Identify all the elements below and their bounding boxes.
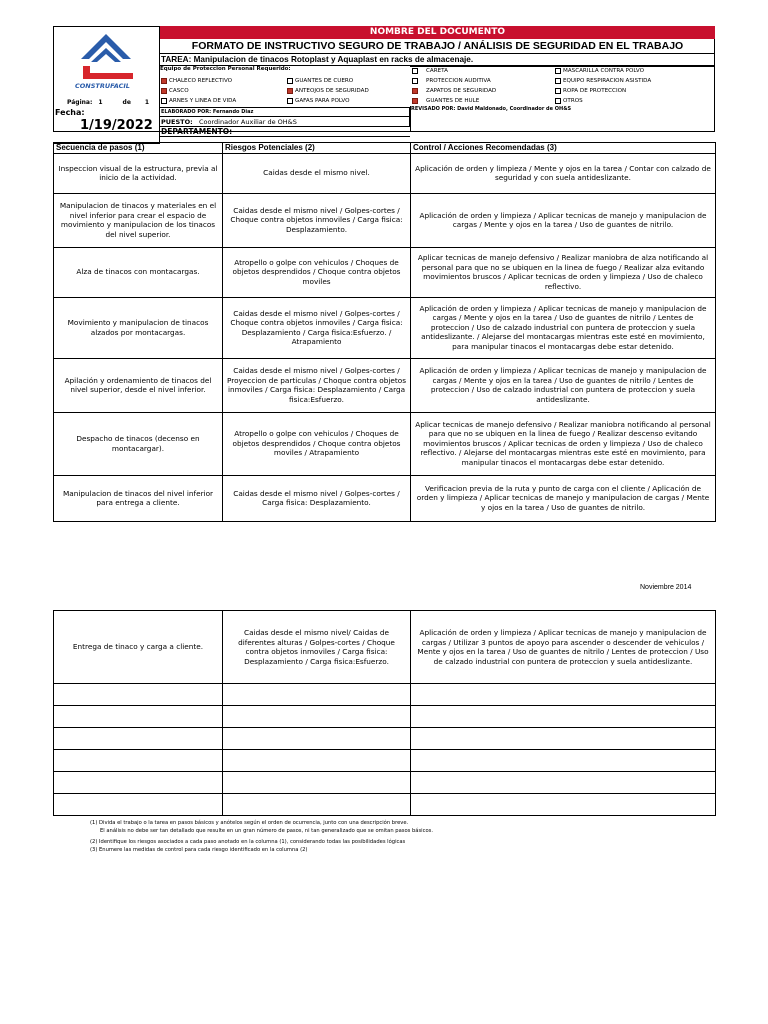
epp-option <box>412 96 496 106</box>
epp-column-4 <box>555 66 651 106</box>
step-cell <box>54 750 223 772</box>
risk-cell: Caidas desde el mismo nivel / Golpes-cortes / Choque contra objetos inmoviles / Carga fisica: Desplazamiento / Carga fisica:Esfuerzo. / Atrapamiento <box>223 297 411 358</box>
fecha-label: Fecha: <box>55 108 85 117</box>
risk-cell: Caidas desde el mismo nivel/ Caidas de diferentes alturas / Golpes-cortes / Choque contra objetos inmoviles / Carga fisica: Desplazamiento / Carga fisica:Esfuerzo. <box>223 611 411 684</box>
epp-option-label: EQUIPO RESPIRACION ASISTIDA <box>563 78 652 84</box>
puesto-label: PUESTO: <box>161 118 193 126</box>
step-cell <box>54 794 223 816</box>
table-row <box>54 728 716 750</box>
unchecked-box-icon[interactable] <box>555 68 561 74</box>
control-cell: Aplicación de orden y limpieza / Aplicar tecnicas de manejo y manipulacion de cargas / Utilizar 3 puntos de apoyo para ascender o descender de vehiculos / Mente y ojos en la tarea / Uso de guantes de nitrilo / Lentes de proteccion / Uso de calzado industrial con puntera de proteccion y suela antideslizante. <box>411 611 716 684</box>
epp-option <box>555 96 651 106</box>
control-cell <box>411 706 716 728</box>
control-cell: Aplicación de orden y limpieza / Aplicar tecnicas de manejo y manipulacion de cargas / Mente y ojos en la tarea / Uso de guantes de nitrilo / Lentes de proteccion / Uso de calzado industrial con puntera de proteccion y suela antideslizante. <box>411 358 716 412</box>
risk-cell: Atropello o golpe con vehiculos / Choques de objetos desprendidos / Choque contra objetos moviles / Atrapamiento <box>223 412 411 475</box>
table-row <box>54 297 716 358</box>
risk-cell: Caidas desde el mismo nivel / Golpes-cortes / Carga fisica: Desplazamiento. <box>223 475 411 521</box>
table-row <box>54 750 716 772</box>
epp-option-label: CHALECO REFLECTIVO <box>169 78 233 84</box>
epp-option <box>161 86 236 96</box>
header-divider <box>410 106 411 132</box>
footnote-3: (3) Enumere las medidas de control para cada riesgo identificado en la columna (2) <box>90 846 308 853</box>
table-row <box>54 611 716 684</box>
control-cell: Verificacion previa de la ruta y punto de carga con el cliente / Aplicación de orden y limpieza / Aplicar tecnicas de manejo y manipulacion de cargas / Mente y ojos en la tarea / Uso de guantes de nitrilo. <box>411 475 716 521</box>
epp-option <box>555 86 651 96</box>
epp-option <box>412 76 496 86</box>
table-body <box>54 153 716 521</box>
footnote-1 <box>90 820 433 828</box>
page-label: Página: <box>67 98 93 106</box>
epp-option-label: CASCO <box>169 88 189 94</box>
epp-option-label: GUANTES DE HULE <box>426 98 480 104</box>
unchecked-box-icon[interactable] <box>287 98 293 104</box>
control-cell: Aplicación de orden y limpieza / Aplicar tecnicas de manejo y manipulacion de cargas / Mente y ojos en la tarea / Uso de guantes de nitrilo. <box>411 193 716 247</box>
epp-option-label: ROPA DE PROTECCION <box>563 88 627 94</box>
table-row <box>54 706 716 728</box>
epp-option <box>161 96 236 106</box>
epp-option <box>161 76 236 86</box>
footnote-1-text: Divida el trabajo o la tarea en pasos básicos y anótelos según el orden de ocurrencia, junto con una descripción breve. <box>99 820 409 826</box>
epp-option-label: ANTEOJOS DE SEGURIDAD <box>295 88 369 94</box>
jsa-table-continued <box>53 610 716 816</box>
step-cell: Inspeccion visual de la estructura, previa al inicio de la actividad. <box>54 153 223 193</box>
step-cell <box>54 706 223 728</box>
checked-box-icon[interactable] <box>412 98 418 104</box>
risk-cell <box>223 794 411 816</box>
puesto-value: Coordinador Auxiliar de OH&S <box>199 118 297 126</box>
epp-option-label: ARNES Y LINEA DE VIDA <box>169 98 237 104</box>
control-cell: Aplicación de orden y limpieza / Mente y ojos en la tarea / Contar con calzado de seguridad y con suela antideslizante. <box>411 153 716 193</box>
table-row <box>54 153 716 193</box>
table-row <box>54 247 716 297</box>
step-cell: Despacho de tinacos (decenso en montacargar). <box>54 412 223 475</box>
table-body-continued <box>54 611 716 816</box>
epp-option <box>555 76 651 86</box>
epp-option <box>412 86 496 96</box>
control-cell: Aplicar tecnicas de manejo defensivo / Realizar maniobra de alza notificando al personal para que no se ubiquen en la linea de fuego / Realizar alza evitando movimientos bruscos / Aplicar tecnicas de orden y limpieza / Uso de chaleco reflectivo. <box>411 247 716 297</box>
table-row <box>54 193 716 247</box>
page-counter <box>53 96 160 108</box>
unchecked-box-icon[interactable] <box>555 98 561 104</box>
control-cell <box>411 728 716 750</box>
logo-text: CONSTRUFACIL <box>75 82 130 90</box>
unchecked-box-icon[interactable] <box>287 78 293 84</box>
revisado-por: REVISADO POR: David Maldonado, Coordinador de OH&S <box>411 106 572 112</box>
header-riesgos: Riesgos Potenciales (2) <box>223 143 411 154</box>
table-row <box>54 475 716 521</box>
table-row <box>54 684 716 706</box>
fecha-value: 1/19/2022 <box>80 118 153 133</box>
header-pasos: Secuencia de pasos (1) <box>54 143 223 154</box>
table-row <box>54 794 716 816</box>
table-row <box>54 358 716 412</box>
header-control: Control / Acciones Recomendadas (3) <box>411 143 716 154</box>
step-cell: Apilación y ordenamiento de tinacos del nivel superior, desde el nivel inferior. <box>54 358 223 412</box>
epp-option <box>412 66 496 76</box>
step-cell <box>54 772 223 794</box>
epp-option-label: ZAPATOS DE SEGURIDAD <box>426 88 497 94</box>
step-cell <box>54 728 223 750</box>
epp-option-label: CARETA <box>426 68 448 74</box>
page-of-label: de <box>122 98 131 106</box>
epp-option-label: GUANTES DE CUERO <box>295 78 354 84</box>
risk-cell: Caidas desde el mismo nivel / Golpes-cortes / Proyeccion de particulas / Choque contra objetos inmoviles / Carga fisica: Desplazamiento / Carga fisica:Esfuerzo. <box>223 358 411 412</box>
jsa-table <box>53 142 716 522</box>
epp-option <box>287 76 369 86</box>
step-cell: Manipulacion de tinacos del nivel inferior para entrega a cliente. <box>54 475 223 521</box>
unchecked-box-icon[interactable] <box>161 98 167 104</box>
epp-column-2 <box>287 76 369 106</box>
control-cell <box>411 794 716 816</box>
epp-label: Equipo de Proteccion Personal Requerido: <box>160 66 291 72</box>
footnotes <box>90 820 433 854</box>
table-row <box>54 412 716 475</box>
checked-box-icon[interactable] <box>161 88 167 94</box>
epp-option <box>287 96 369 106</box>
page-number: 1 <box>98 98 103 106</box>
revision-month: Noviembre 2014 <box>640 584 692 591</box>
control-cell <box>411 750 716 772</box>
footnote-1b: El análisis no debe ser tan detallado que resulte en un gran número de pasos, ni tan generalizado que se omitan pasos básicos. <box>100 827 433 834</box>
epp-column-1 <box>161 76 236 106</box>
epp-option-label: OTROS <box>563 98 583 104</box>
step-cell: Entrega de tinaco y carga a cliente. <box>54 611 223 684</box>
table-header-row <box>54 143 716 154</box>
checked-box-icon[interactable] <box>161 78 167 84</box>
epp-option-label: GAFAS PARA POLVO <box>295 98 350 104</box>
logo-cell <box>53 26 160 96</box>
control-cell <box>411 684 716 706</box>
unchecked-box-icon[interactable] <box>412 68 418 74</box>
departamento-label: DEPARTAMENTO: <box>160 127 410 137</box>
checked-box-icon[interactable] <box>287 88 293 94</box>
step-cell: Movimiento y manipulacion de tinacos alzados por montacargas. <box>54 297 223 358</box>
task-title: TAREA: Manipulacion de tinacos Rotoplast y Aquaplast en racks de almacenaje. <box>160 54 715 66</box>
step-cell: Alza de tinacos con montacargas. <box>54 247 223 297</box>
control-cell <box>411 772 716 794</box>
form-title: FORMATO DE INSTRUCTIVO SEGURO DE TRABAJO / ANÁLISIS DE SEGURIDAD EN EL TRABAJO <box>160 39 715 54</box>
risk-cell <box>223 684 411 706</box>
control-cell: Aplicar tecnicas de manejo defensivo / Realizar maniobra notificando al personal para que no se ubiquen en la linea de fuego / Realizar descenso evitando movimientos bruscos / Aplicar tecnicas de orden y limpieza / Uso de chaleco reflectivo. / Alejarse del montacargas mientras este esté en movimiento, para manipular tinacos el montacargas debe estar detenido. <box>411 412 716 475</box>
risk-cell <box>223 706 411 728</box>
page-total: 1 <box>144 98 150 106</box>
document-name-bar: NOMBRE DEL DOCUMENTO <box>160 26 715 39</box>
epp-option <box>287 86 369 96</box>
epp-column-3 <box>412 66 496 106</box>
table-row <box>54 772 716 794</box>
checked-box-icon[interactable] <box>412 88 418 94</box>
control-cell: Aplicación de orden y limpieza / Aplicar tecnicas de manejo y manipulacion de cargas / Mente y ojos en la tarea / Uso de guantes de nitrilo / Lentes de proteccion / Uso de calzado industrial con puntera de proteccion y suela antideslizante. / Alejarse del montacargas mientras este esté en movimiento, para manipular tinacos el montacargas debe estar detenido. <box>411 297 716 358</box>
risk-cell: Caidas desde el mismo nivel / Golpes-cortes / Choque contra objetos inmoviles / Carga fisica: Desplazamiento. <box>223 193 411 247</box>
epp-option-label: MASCARILLA CONTRA POLVO <box>563 68 645 74</box>
elaborado-por: ELABORADO POR: Fernando Diaz <box>160 107 410 117</box>
puesto-row <box>160 117 410 127</box>
unchecked-box-icon[interactable] <box>555 88 561 94</box>
epp-divider <box>410 66 715 67</box>
risk-cell <box>223 750 411 772</box>
epp-option <box>555 66 651 76</box>
risk-cell: Caidas desde el mismo nivel. <box>223 153 411 193</box>
unchecked-box-icon[interactable] <box>412 78 418 84</box>
unchecked-box-icon[interactable] <box>555 78 561 84</box>
epp-option-label: PROTECCION AUDITIVA <box>426 78 491 84</box>
risk-cell: Atropello o golpe con vehiculos / Choques de objetos desprendidos / Choque contra objetos moviles <box>223 247 411 297</box>
footnote-2: (2) Identifique los riesgos asociados a cada paso anotado en la columna (1), considerando todas las posibilidades lógicas <box>90 839 406 845</box>
risk-cell <box>223 728 411 750</box>
risk-cell <box>223 772 411 794</box>
footnote-1-marker: (1) <box>90 820 98 826</box>
step-cell: Manipulacion de tinacos y materiales en el nivel inferior para crear el espacio de movimiento y manipulacion de los tinacos del nivel superior. <box>54 193 223 247</box>
step-cell <box>54 684 223 706</box>
